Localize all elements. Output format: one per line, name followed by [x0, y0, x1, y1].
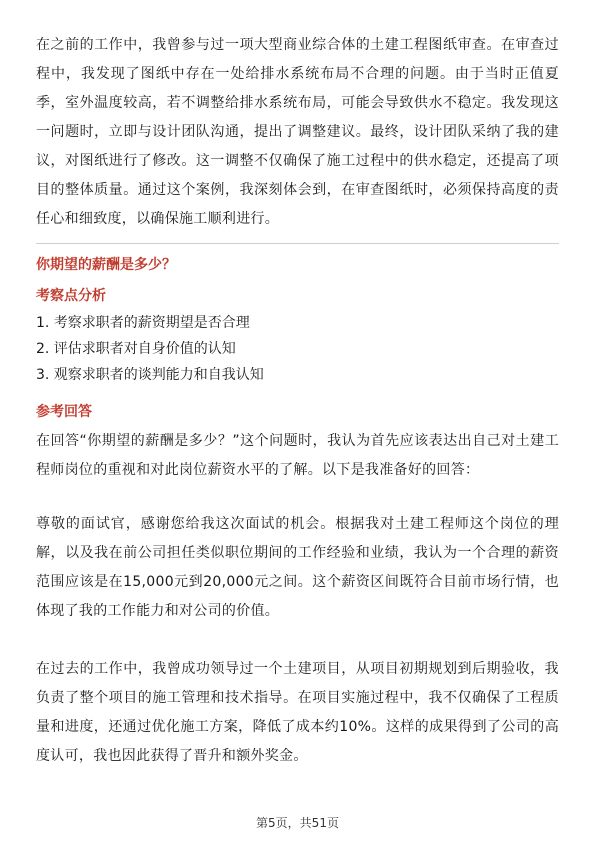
page-number-footer: 第5页，共51页	[256, 816, 339, 830]
answer-label: 参考回答	[36, 404, 92, 420]
intro-paragraph: 在之前的工作中，我曾参与过一项大型商业综合体的土建工程图纸审查。在审查过程中，我发现了图纸中存在一处给排水系统布局不合理的问题。由于当时正值夏季，室外温度较高，若不调整给排水系统布局，可能会导致供水不稳定。我发现这一问题时，立即与设计团队沟通，提出了调整建议。最终，设计团队采纳了我的建议，对图纸进行了修改。这一调整不仅确保了施工过程中的供水稳定，还提高了项目的整体质量。通过这个案例，我深刻体会到，在审查图纸时，必须保持高度的责任心和细致度，以确保施工顺利进行。	[36, 37, 559, 227]
answer-paragraph: 在回答“你期望的薪酬是多少？”这个问题时，我认为首先应该表达出自己对土建工程师岗位的重视和对此岗位薪资水平的了解。以下是我准备好的回答：	[36, 433, 559, 478]
analysis-label: 考察点分析	[36, 288, 106, 304]
list-item: 1. 考察求职者的薪资期望是否合理	[36, 315, 250, 331]
section-divider	[36, 243, 559, 244]
answer-paragraph: 在过去的工作中，我曾成功领导过一个土建项目，从项目初期规划到后期验收，我负责了整个项目的施工管理和技术指导。在项目实施过程中，我不仅确保了工程质量和进度，还通过优化施工方案，降低了成本约10%。这样的成果得到了公司的高度认可，我也因此获得了晋升和额外奖金。	[36, 661, 559, 764]
document-page	[36, 0, 559, 842]
analysis-list	[36, 310, 264, 388]
question-heading: 你期望的薪酬是多少？	[36, 257, 176, 273]
answer-paragraph: 尊敬的面试官，感谢您给我这次面试的机会。根据我对土建工程师这个岗位的理解，以及我在前公司担任类似职位期间的工作经验和业绩，我认为一个合理的薪资范围应该是在15,000元到20,000元之间。这个薪资区间既符合目前市场行情，也体现了我的工作能力和对公司的价值。	[36, 516, 559, 619]
list-item: 3. 观察求职者的谈判能力和自我认知	[36, 367, 264, 383]
list-item: 2. 评估求职者对自身价值的认知	[36, 341, 236, 357]
